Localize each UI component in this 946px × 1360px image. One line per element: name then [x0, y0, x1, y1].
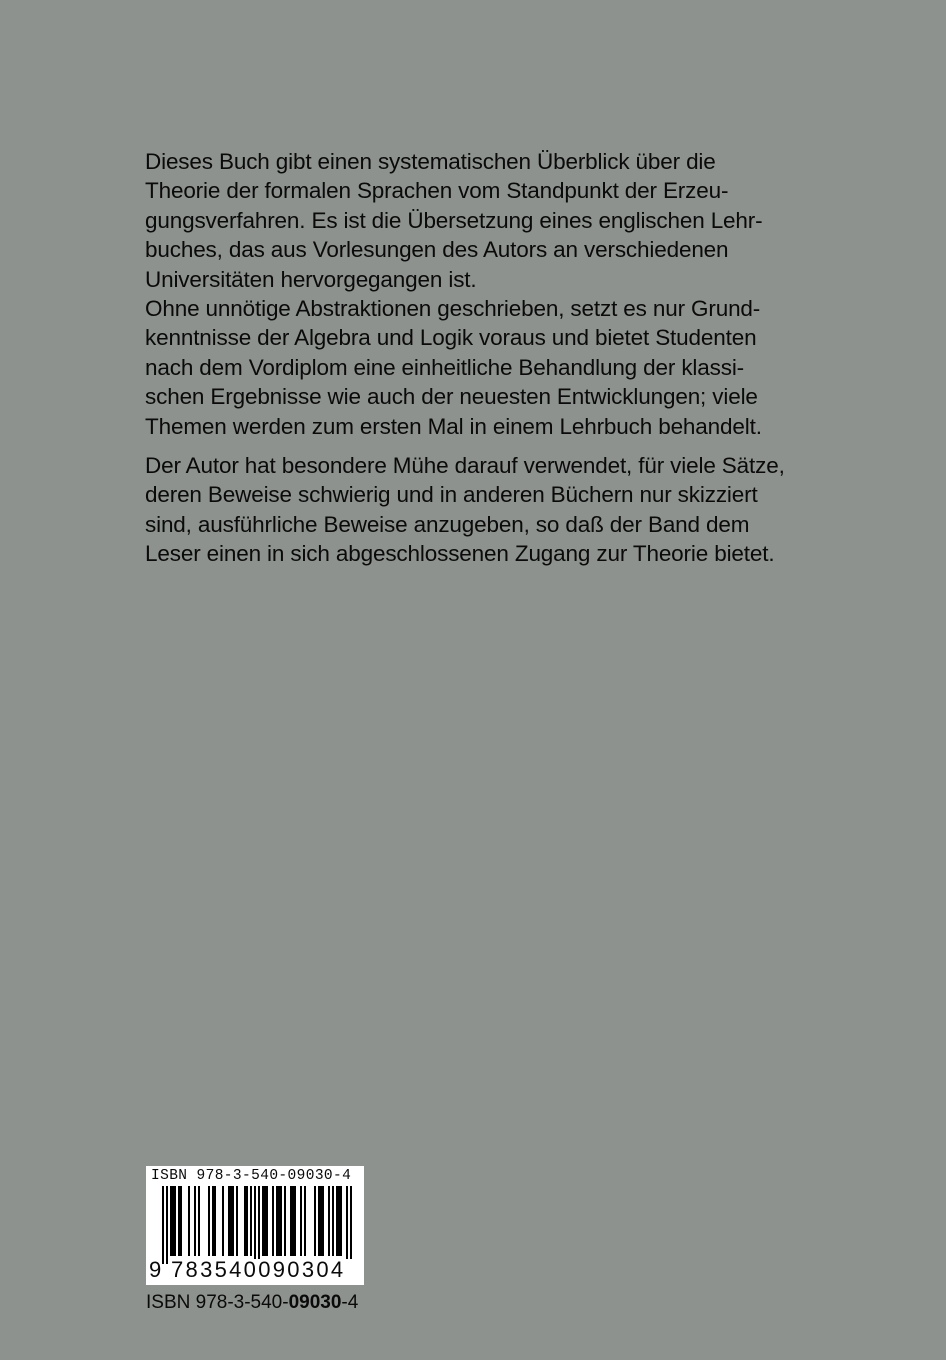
text-line: Leser einen in sich abgeschlossenen Zugang zur Theorie bietet.: [145, 541, 775, 567]
blurb-paragraph-3: [145, 451, 845, 569]
barcode-isbn-label: ISBN 978-3-540-09030-4: [151, 1168, 352, 1184]
barcode-bar: [244, 1186, 246, 1256]
barcode-bar: [198, 1186, 200, 1256]
barcode-bar: [340, 1186, 342, 1256]
text-line: Theorie der formalen Sprachen vom Standpunkt der Erzeu-: [145, 178, 729, 204]
barcode-bar: [322, 1186, 324, 1256]
blurb-paragraph-1: [145, 147, 845, 294]
isbn-suffix: -4: [341, 1292, 359, 1313]
text-line: Universitäten hervorgegangen ist.: [145, 266, 477, 292]
barcode-bar: [332, 1186, 334, 1256]
barcode-bar: [280, 1186, 282, 1256]
text-line: Themen werden zum ersten Mal in einem Lehrbuch behandelt.: [145, 413, 762, 439]
text-line: sind, ausführliche Beweise anzugeben, so daß der Band dem: [145, 511, 750, 537]
text-line: gungsverfahren. Es ist die Übersetzung eines englischen Lehr-: [145, 207, 763, 233]
barcode-bar: [250, 1186, 252, 1256]
barcode-bar: [278, 1186, 280, 1256]
barcode-bar: [214, 1186, 216, 1256]
barcode-bar: [292, 1186, 294, 1256]
barcode-bar: [172, 1186, 174, 1256]
barcode-bar: [314, 1186, 316, 1256]
barcode-bar: [266, 1186, 268, 1256]
barcode-bar: [230, 1186, 232, 1256]
text-line: deren Beweise schwierig und in anderen Büchern nur skizziert: [145, 482, 758, 508]
barcode-bar: [170, 1186, 172, 1256]
barcode-bar: [212, 1186, 214, 1256]
barcode-bar: [246, 1186, 248, 1256]
barcode-bar: [304, 1186, 306, 1256]
barcode-bar: [300, 1186, 302, 1256]
barcode-bar: [236, 1186, 238, 1256]
barcode-bar: [290, 1186, 292, 1256]
isbn-bold-part: 09030: [288, 1292, 342, 1313]
barcode-digits: 783540090304: [171, 1259, 359, 1281]
barcode-bar: [194, 1186, 196, 1256]
text-line: nach dem Vordiplom eine einheitliche Behandlung der klassi-: [145, 354, 745, 380]
text-line: Dieses Buch gibt einen systematischen Überblick über die: [145, 149, 716, 174]
barcode-bar: [338, 1186, 340, 1256]
barcode-bar: [336, 1186, 338, 1256]
barcode-bar: [294, 1186, 296, 1256]
isbn-prefix: ISBN 978-3-540-: [146, 1292, 289, 1313]
barcode-first-digit: 9: [149, 1257, 162, 1282]
barcode-guard-bar: [346, 1186, 348, 1264]
back-cover-blurb: [145, 147, 845, 569]
barcode-bar: [272, 1186, 274, 1256]
text-line: Ohne unnötige Abstraktionen geschrieben, setzt es nur Grund-: [145, 296, 761, 322]
barcode: [146, 1166, 364, 1285]
text-line: buches, das aus Vorlesungen des Autors an verschiedenen: [145, 237, 729, 263]
barcode-bar: [228, 1186, 230, 1256]
barcode-bar: [328, 1186, 330, 1256]
blurb-paragraph-2: [145, 294, 845, 441]
barcode-bar: [264, 1186, 266, 1256]
barcode-bar: [276, 1186, 278, 1256]
barcode-guard-bar: [166, 1186, 168, 1264]
barcode-guard-bar: [162, 1186, 164, 1264]
barcode-bar: [232, 1186, 234, 1256]
barcode-bar: [318, 1186, 320, 1256]
barcode-guard-bar: [258, 1186, 260, 1264]
barcode-bar: [208, 1186, 210, 1256]
barcode-bar: [178, 1186, 180, 1256]
barcode-bars: [150, 1186, 360, 1264]
text-line: schen Ergebnisse wie auch der neuesten Entwicklungen; viele: [145, 384, 758, 410]
barcode-bar: [262, 1186, 264, 1256]
text-line: kenntnisse der Algebra und Logik voraus und bietet Studenten: [145, 325, 757, 351]
barcode-bar: [180, 1186, 182, 1256]
barcode-bar: [222, 1186, 224, 1256]
barcode-bar: [174, 1186, 176, 1256]
isbn-line: [146, 1292, 358, 1314]
barcode-guard-bar: [350, 1186, 352, 1264]
barcode-bar: [284, 1186, 286, 1256]
barcode-bar: [320, 1186, 322, 1256]
text-line: Der Autor hat besondere Mühe darauf verwendet, für viele Sätze,: [145, 453, 785, 479]
barcode-bar: [188, 1186, 190, 1256]
barcode-guard-bar: [254, 1186, 256, 1264]
